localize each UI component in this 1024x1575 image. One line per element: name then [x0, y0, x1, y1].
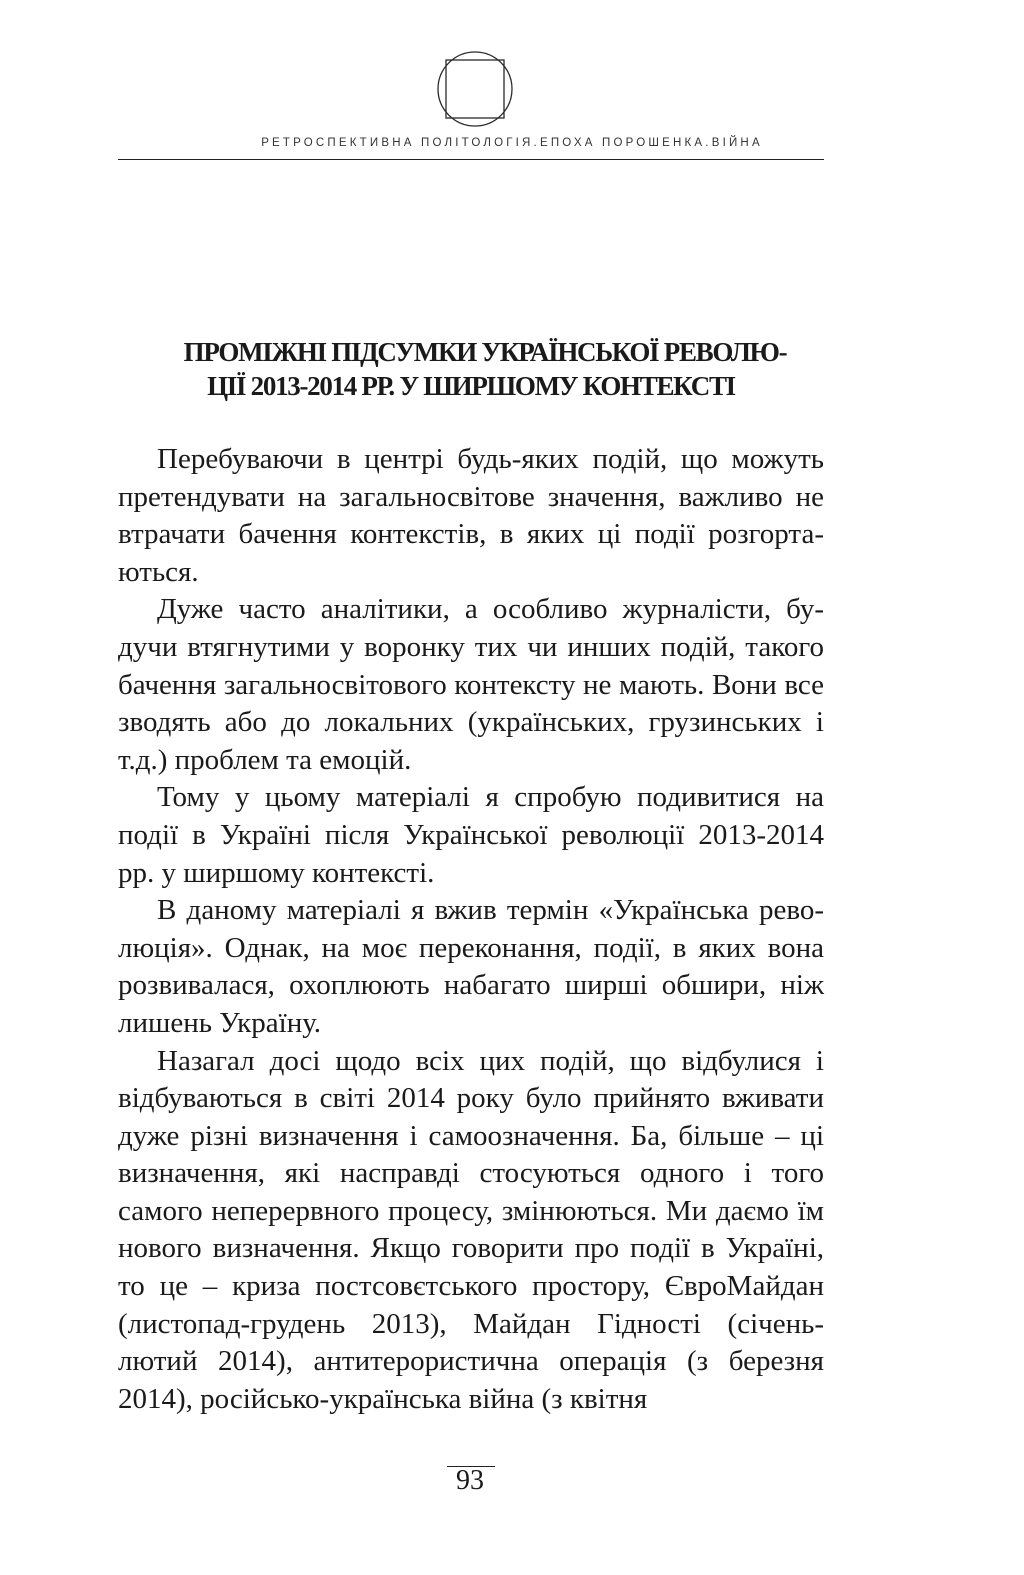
page-number: 93	[456, 1465, 484, 1496]
paragraph: Дуже часто аналітики, а особливо журналісти, будучи втягнутими у воронку тих чи инших подій, такого бачення загальносвітового контексту не мають. Вони все зводять або до локальних (українських, грузинських і т.д.) проблем та емоцій.	[118, 593, 824, 776]
paragraph: Назагал досі щодо всіх цих подій, що відбулися і відбуваються в світі 2014 року було прийнято вживати дуже різні визначення і самоозначення. Ба, більше – ці визначення, які насправді стосуються одного і того самого неперервного процесу, змінюються. Ми даємо їм нового визначення. Якщо говорити про події в Україні, то це – криза постсовєтського простору, ЄвроМайдан (листопад-грудень 2013), Майдан Гідності (січень-лютий 2014), антитерористична операція (з березня 2014), російсько-українська війна (з квітня	[118, 1044, 824, 1415]
chapter-title	[118, 335, 824, 403]
circle-square-emblem-icon	[436, 50, 514, 128]
chapter-title-line-2: ЦІЇ 2013-2014 РР. У ШИРШОМУ КОНТЕКСТІ	[207, 371, 735, 401]
header-rule	[118, 159, 824, 160]
paragraph: Тому у цьому матеріалі я спробую подивитися на події в Україні після Української революції 2013-2014 рр. у ширшому контексті.	[118, 781, 824, 889]
body-text	[118, 441, 824, 1418]
paragraph: Перебуваючи в центрі будь-яких подій, що можуть претендувати на загальносвітове значення, важливо не втрачати бачення контекстів, в яких ці події розгортаються.	[118, 443, 824, 588]
paragraph: В даному матеріалі я вжив термін «Українська революція». Однак, на моє переконання, події, в яких вона розвивалася, охоплюють набагато ширші обшири, ніж лишень Україну.	[118, 894, 824, 1039]
running-header: РЕТРОСПЕКТИВНА ПОЛІТОЛОГІЯ.ЕПОХА ПОРОШЕНКА.ВІЙНА	[261, 137, 763, 149]
chapter-title-line-1: ПРОМІЖНІ ПІДСУМКИ УКРАЇНСЬКОЇ РЕВОЛЮ-	[183, 337, 787, 367]
